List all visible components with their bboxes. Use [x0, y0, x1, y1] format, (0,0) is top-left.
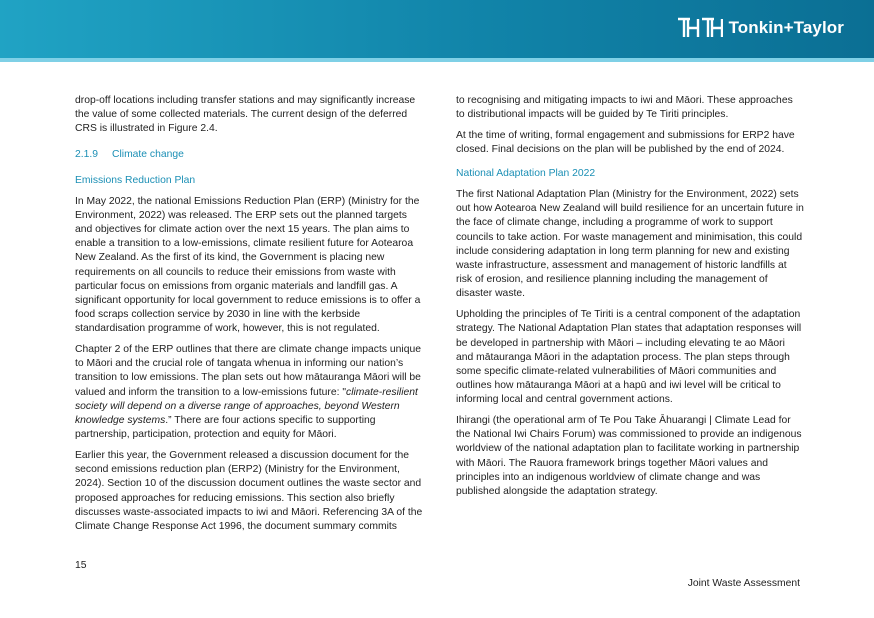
subheading: National Adaptation Plan 2022: [456, 168, 596, 180]
company-logo: [677, 16, 844, 40]
section-title: Climate change: [112, 148, 184, 160]
paragraph: to recognising and mitigating impacts to iwi and Māori. These approaches to distributional impacts will be guided by Te Tiriti principles.: [456, 95, 793, 121]
header-rule: [0, 58, 874, 62]
paragraph: drop-off locations including transfer stations and may significantly increase the value of some collected materials. The current design of the deferred CRS is illustrated in Figure 2.4.: [75, 95, 416, 135]
section-heading: [75, 148, 423, 162]
logo-text: Tonkin+Taylor: [728, 18, 844, 37]
paragraph-text: Chapter 2 of the ERP outlines that there are climate change impacts unique to Māori and the crucial role of tangata whenua in informing our nation’s transition to low emissions. The plan sets out how mātauranga Māori will be valued and inform the transition to a low-emissions future: ": [75, 344, 421, 398]
paragraph: In May 2022, the national Emissions Reduction Plan (ERP) (Ministry for the Environment, 2022) was released. The ERP sets out the planned targets and objectives for climate action over the next 15 years. The plan aims to enable a transition to a low-emissions, climate resilient future for Aotearoa New Zealand. As the first of its kind, the Government is placing new requirements on all councils to reduce their emissions from waste with particular focus on emissions from organic materials and landfill gas. A significant opportunity for local government to reduce emissions is to offer a food scraps collection service by 2030 in line with the kerbside standardisation programme of work, however, this is not regulated.: [75, 195, 421, 335]
quote-text: climate-resilient society will depend on a diverse range of approaches, beyond Western knowledge systems: [75, 386, 418, 427]
paragraph: Upholding the principles of Te Tiriti is a central component of the adaptation strategy. The National Adaptation Plan states that adaptation responses will be developed in partnership with Māori – including elevating te ao Māori and mātauranga Māori in the adaptation process. The plan steps through some specific climate-related vulnerabilities of Māori communities and outlines how mātauranga Māori at a hapū and iwi level will be critical to informing local and central government actions.: [456, 309, 802, 406]
paragraph: At the time of writing, formal engagement and submissions for ERP2 have closed. Final decisions on the plan will be published by the end of 2024.: [456, 129, 795, 156]
subheading: Emissions Reduction Plan: [75, 174, 196, 186]
page-number: 15: [75, 560, 87, 571]
tonkin-taylor-logo-icon: [677, 17, 723, 39]
left-column: [75, 94, 423, 541]
right-column: [456, 94, 804, 506]
section-number: 2.1.9: [75, 148, 99, 160]
paragraph: The first National Adaptation Plan (Ministry for the Environment, 2022) sets out how Aotearoa New Zealand will build resilience for an uncertain future in the face of climate change, including a programme of work to support councils to take action. For waste management and minimisation, this could include considering adaptation in long term planning for new and existing waste infrastructure, assessment and management of historic landfills at risk of erosion, and resilience planning including the management of disaster waste.: [456, 189, 804, 300]
paragraph: Earlier this year, the Government released a discussion document for the second emissions reduction plan (ERP2) (Ministry for the Environment, 2024). Section 10 of the discussion document outlines the waste sector and proposed approaches for reducing emissions. This section also briefly discusses waste-associated impacts to iwi and Māori. Referencing 3A of the Climate Change Response Act 1996, the document summary commits: [75, 449, 423, 532]
paragraph-text: .” There are four actions specific to supporting partnership, participation, protection and equity for Māori.: [75, 415, 376, 441]
paragraph: [75, 343, 423, 442]
paragraph: Ihirangi (the operational arm of Te Pou Take Āhuarangi | Climate Lead for the National Iwi Chairs Forum) was commissioned to provide an indigenous worldview of the national adaptation plan to facilitate working in partnership with Māori. The Rauora framework brings together Māori values and principles into an indigenous worldview of climate change and was published alongside the adaptation strategy.: [456, 415, 802, 498]
footer-document-title: Joint Waste Assessment: [687, 578, 800, 589]
